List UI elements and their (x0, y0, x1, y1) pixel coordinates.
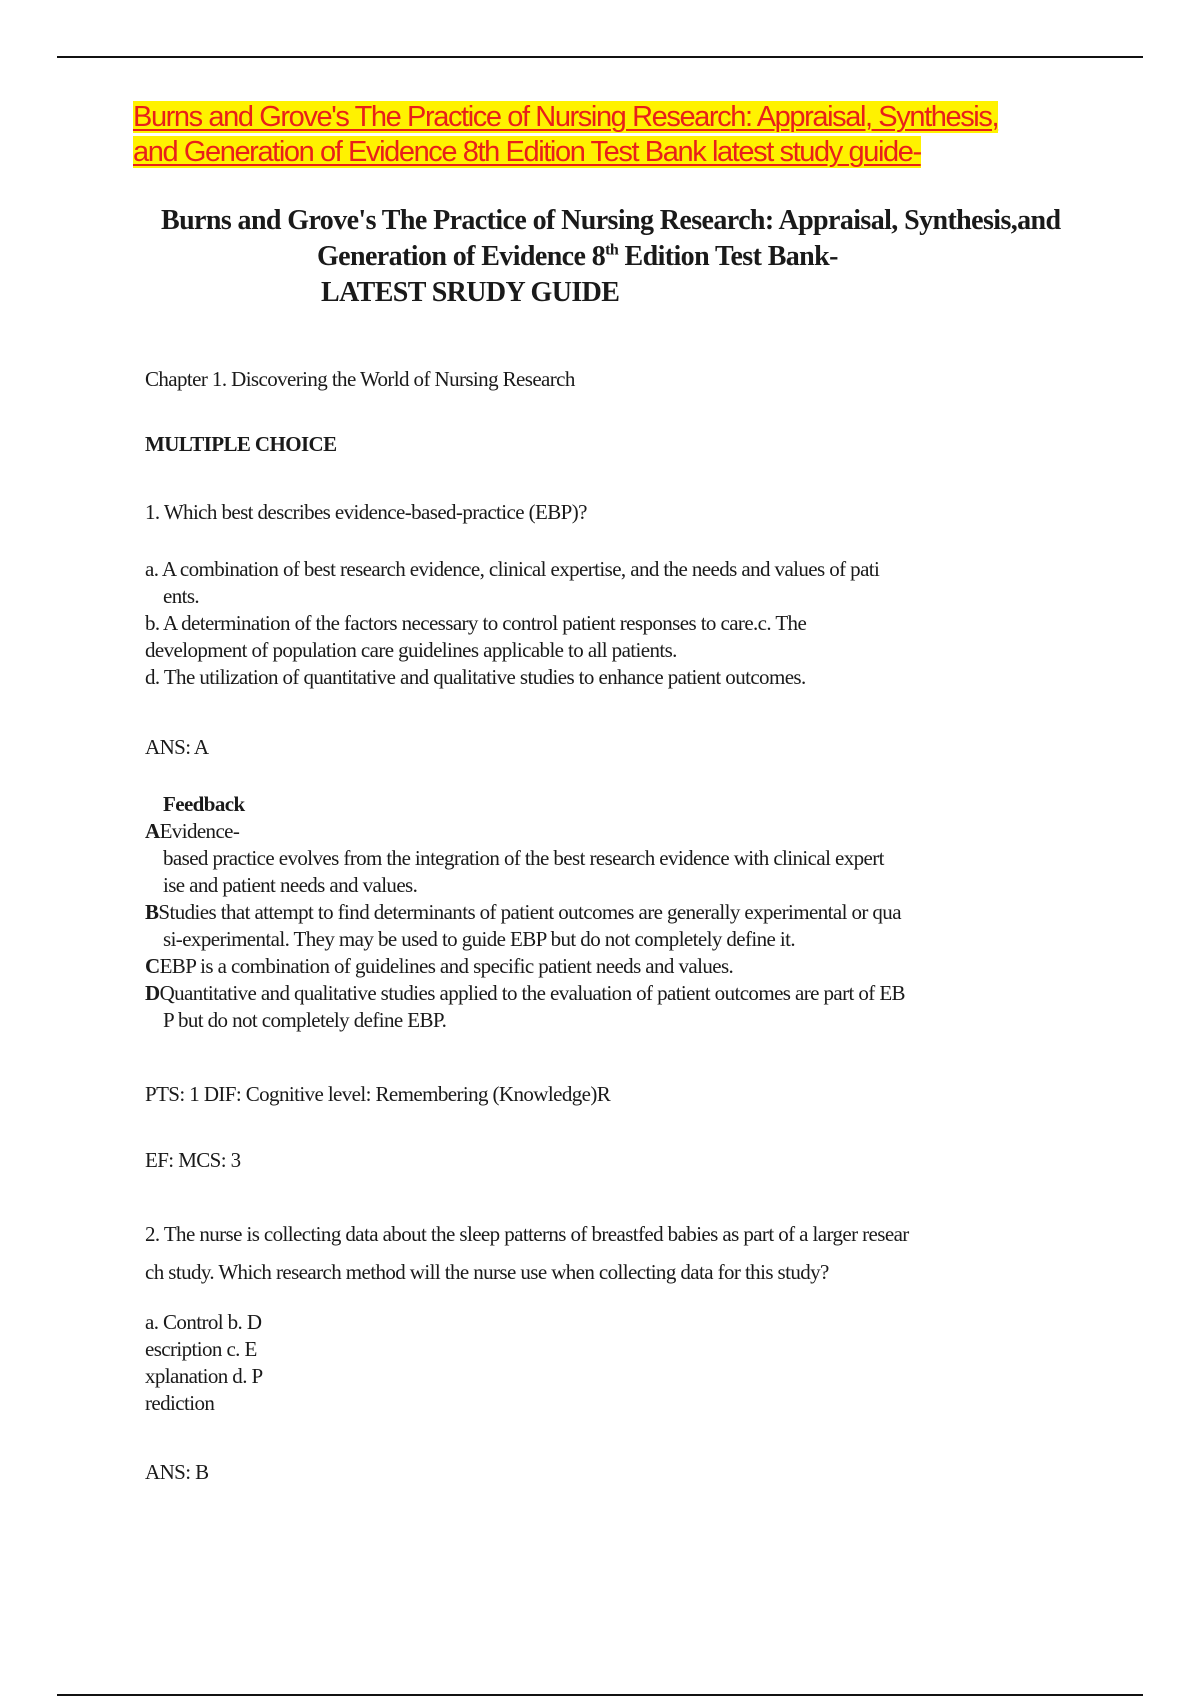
title-line-3: LATEST SRUDY GUIDE (321, 277, 620, 308)
question-1-options (145, 556, 879, 691)
feedback-a-cont-1: based practice evolves from the integration of the best research evidence with clinical expert (163, 846, 884, 870)
q1-option-b: b. A determination of the factors necessary to control patient responses to care.c. The (145, 611, 807, 635)
feedback-d-letter: D (145, 981, 160, 1005)
q2-options-line-4: rediction (145, 1391, 215, 1415)
feedback-b (145, 899, 905, 926)
question-1-stem: 1. Which best describes evidence-based-practice (EBP)? (145, 500, 587, 524)
question-1-reference: EF: MCS: 3 (145, 1148, 241, 1172)
title-line-1: Burns and Grove's The Practice of Nursing Research: Appraisal, Synthesis,and (161, 205, 1061, 236)
feedback-b-letter: B (145, 900, 159, 924)
title-superscript: th (605, 241, 619, 259)
title-link-line-1[interactable]: Burns and Grove's The Practice of Nursing Research: Appraisal, Synthesis, (133, 101, 999, 133)
feedback-b-text: Studies that attempt to find determinants of patient outcomes are generally experimental or qua (158, 900, 901, 924)
q1-option-a: a. A combination of best research evidence, clinical expertise, and the needs and values of pati (145, 557, 880, 581)
q2-options-line-1: a. Control b. D (145, 1310, 262, 1334)
q1-option-a-cont: ents. (163, 584, 200, 608)
title-line-2 (161, 239, 1091, 275)
feedback-a (145, 818, 905, 845)
chapter-heading: Chapter 1. Discovering the World of Nursing Research (145, 367, 575, 391)
feedback-a-cont-2: ise and patient needs and values. (163, 873, 418, 897)
feedback-d (145, 980, 905, 1007)
feedback-c-letter: C (145, 954, 160, 978)
q2-options-line-3: xplanation d. P (145, 1364, 263, 1388)
title-link-line-2[interactable]: and Generation of Evidence 8th Edition Test Bank latest study guide- (133, 136, 921, 168)
feedback-label (145, 791, 905, 818)
feedback-b-cont: si-experimental. They may be used to guide EBP but do not completely define it. (163, 927, 796, 951)
bottom-rule (57, 1694, 1143, 1696)
feedback-c-text: EBP is a combination of guidelines and specific patient needs and values. (159, 954, 734, 978)
section-heading (145, 432, 337, 457)
feedback-label-text: Feedback (163, 792, 245, 816)
feedback-d-cont: P but do not completely define EBP. (163, 1008, 447, 1032)
question-1-answer: ANS: A (145, 735, 209, 759)
feedback-a-text: Evidence- (159, 819, 240, 843)
question-1-points: PTS: 1 DIF: Cognitive level: Remembering (Knowledge)R (145, 1082, 611, 1106)
feedback-a-letter: A (145, 819, 160, 843)
feedback-c (145, 953, 905, 980)
q2-stem-line-2: ch study. Which research method will the nurse use when collecting data for this study? (145, 1260, 829, 1284)
q2-stem-line-1: 2. The nurse is collecting data about the sleep patterns of breastfed babies as part of a larger resear (145, 1222, 909, 1246)
title-line-2-suffix: Edition Test Bank- (618, 241, 838, 272)
q1-option-c: development of population care guidelines applicable to all patients. (145, 638, 677, 662)
document-link-title[interactable] (133, 100, 1093, 170)
top-rule (57, 56, 1143, 58)
question-2-options (145, 1309, 263, 1417)
q2-options-line-2: escription c. E (145, 1337, 257, 1361)
question-2-stem (145, 1215, 909, 1291)
question-2-answer: ANS: B (145, 1460, 209, 1484)
feedback-d-text: Quantitative and qualitative studies applied to the evaluation of patient outcomes are part of EB (159, 981, 905, 1005)
section-heading-text: MULTIPLE CHOICE (145, 432, 337, 456)
title-line-2-text: Generation of Evidence 8 (317, 241, 606, 272)
q1-option-d: d. The utilization of quantitative and qualitative studies to enhance patient outcomes. (145, 665, 806, 689)
document-title (161, 203, 1091, 311)
question-1-feedback (145, 791, 905, 1034)
